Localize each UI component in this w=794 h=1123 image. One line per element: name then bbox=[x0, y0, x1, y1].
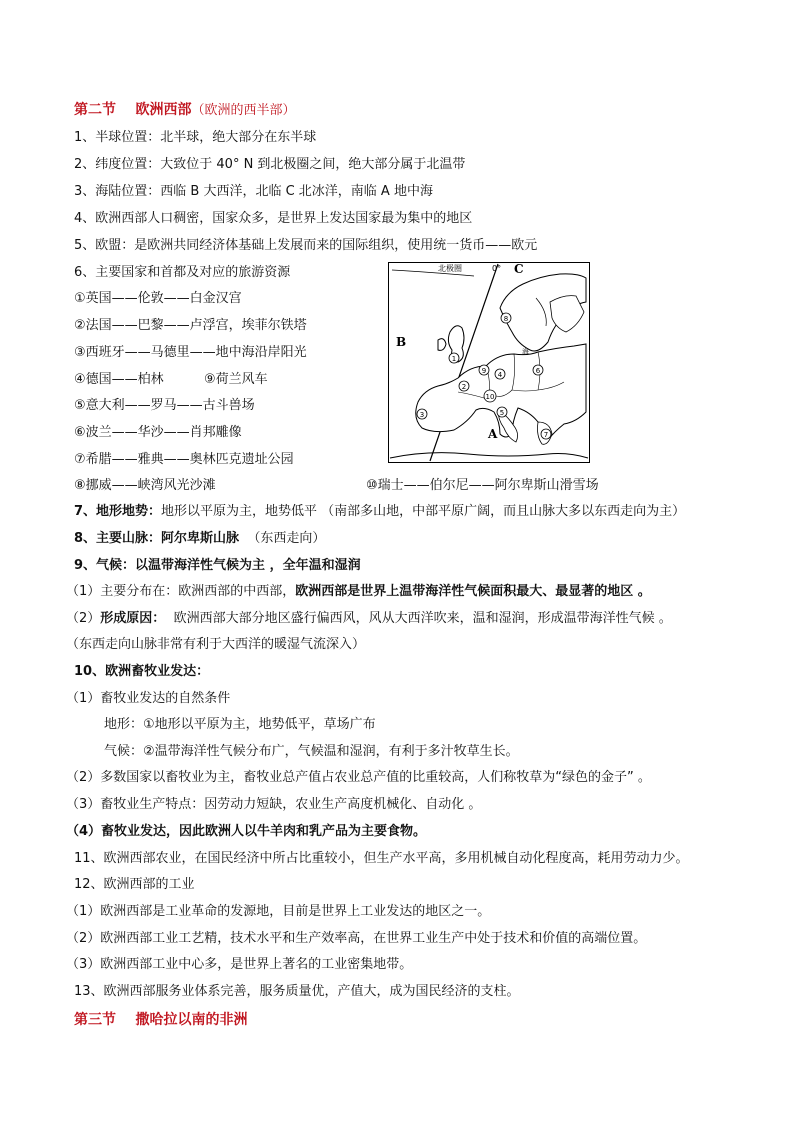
country-netherlands: ⑨荷兰风车 bbox=[204, 372, 268, 387]
label-c: C bbox=[514, 262, 524, 276]
sea-label: 海 bbox=[522, 348, 529, 356]
mountains-label: 8、主要山脉：阿尔卑斯山脉 bbox=[74, 531, 240, 546]
climate-cause-text: 欧洲西部大部分地区盛行偏西风，风从大西洋吹来，温和湿润，形成温带海洋性气候 。 bbox=[173, 611, 672, 626]
country-greece: ⑦希腊——雅典——奥林匹克遗址公园 bbox=[74, 452, 294, 467]
section-subtitle: （欧洲的西半部） bbox=[191, 103, 296, 118]
label-b: B bbox=[396, 335, 407, 349]
arctic-circle-label: 北极圈 bbox=[438, 264, 462, 273]
line-livestock: 10、欧洲畜牧业发达： bbox=[74, 664, 210, 679]
country-spain: ③西班牙——马德里——地中海沿岸阳光 bbox=[74, 345, 307, 360]
country-france: ②法国——巴黎——卢浮宫，埃菲尔铁塔 bbox=[74, 318, 307, 333]
map-marker-1: 1 bbox=[451, 355, 457, 363]
map-marker-4: 4 bbox=[497, 371, 503, 379]
line-population: 4、欧洲西部人口稠密，国家众多，是世界上发达国家最为集中的地区 bbox=[74, 211, 473, 226]
country-norway: ⑧挪威——峡湾风光沙滩 bbox=[74, 478, 216, 493]
label-a: A bbox=[488, 427, 498, 441]
country-italy: ⑤意大利——罗马——古斗兽场 bbox=[74, 398, 255, 413]
terrain-label: 7、地形地势： bbox=[74, 504, 162, 519]
map-marker-6: 6 bbox=[535, 367, 541, 375]
line-sea-land: 3、海陆位置：西临 B 大西洋，北临 C 北冰洋，南临 A 地中海 bbox=[74, 184, 433, 199]
climate-cause-num: （2） bbox=[66, 611, 101, 626]
climate-distribution-text: （1）主要分布在：欧洲西部的中西部， bbox=[66, 584, 296, 599]
terrain-text: 地形以平原为主，地势低平 （南部多山地，中部平原广阔，而且山脉大多以东西走向为主） bbox=[161, 504, 686, 519]
map-marker-8: 8 bbox=[503, 315, 509, 323]
livestock-terrain: 地形：①地形以平原为主，地势低平，草场广布 bbox=[104, 717, 376, 732]
line-latitude: 2、纬度位置：大致位于 40° N 到北极圈之间，绝大部分属于北温带 bbox=[74, 157, 466, 172]
line-climate: 9、气候：以温带海洋性气候为主 ，全年温和湿润 bbox=[74, 558, 361, 573]
country-switzerland: ⑩瑞士——伯尔尼——阿尔卑斯山滑雪场 bbox=[366, 478, 599, 493]
climate-cause bbox=[66, 610, 672, 628]
climate-cause-label: 形成原因： bbox=[100, 611, 166, 626]
livestock-features: （3）畜牧业生产特点：因劳动力短缺，农业生产高度机械化、自动化 。 bbox=[66, 797, 482, 812]
livestock-share: （2）多数国家以畜牧业为主，畜牧业总产值占农业总产值的比重较高，人们称牧草为“绿色的金子” 。 bbox=[66, 770, 651, 785]
section3-title: 撒哈拉以南的非洲 bbox=[135, 1012, 248, 1028]
country-germany: ④德国——柏林 bbox=[74, 372, 164, 387]
industry-origin: （1）欧洲西部是工业革命的发源地，目前是世界上工业发达的地区之一。 bbox=[66, 904, 491, 919]
map-marker-3: 3 bbox=[419, 411, 425, 419]
climate-cause-note: （东西走向山脉非常有利于大西洋的暖湿气流深入） bbox=[66, 637, 366, 652]
line-services: 13、欧洲西部服务业体系完善，服务质量优，产值大，成为国民经济的支柱。 bbox=[74, 984, 520, 999]
section-heading-2 bbox=[74, 99, 296, 119]
section3-number: 第三节 bbox=[74, 1012, 116, 1028]
country-poland: ⑥波兰——华沙——肖邦雕像 bbox=[74, 425, 242, 440]
livestock-diet: （4）畜牧业发达，因此欧洲人以牛羊肉和乳产品为主要食物。 bbox=[66, 824, 427, 839]
mountains-direction: （东西走向） bbox=[247, 531, 326, 546]
industry-centers: （3）欧洲西部工业中心多，是世界上著名的工业密集地带。 bbox=[66, 957, 413, 972]
industry-tech: （2）欧洲西部工业工艺精，技术水平和生产效率高，在世界工业生产中处于技术和价值的高端位置。 bbox=[66, 931, 647, 946]
map-marker-5: 5 bbox=[499, 409, 505, 417]
climate-distribution-emphasis: 欧洲西部是世界上温带海洋性气候面积最大、最显著的地区 。 bbox=[295, 584, 651, 599]
livestock-climate: 气候：②温带海洋性气候分布广，气候温和湿润，有利于多汁牧草生长。 bbox=[104, 744, 519, 759]
country-uk: ①英国——伦敦——白金汉宫 bbox=[74, 291, 242, 306]
line-countries-heading: 6、主要国家和首都及对应的旅游资源 bbox=[74, 265, 291, 280]
section-title: 欧洲西部 bbox=[135, 102, 192, 118]
line-agriculture: 11、欧洲西部农业，在国民经济中所占比重较小，但生产水平高，多用机械自动化程度高，耗用劳动力少。 bbox=[74, 851, 689, 866]
europe-map bbox=[388, 262, 590, 463]
line-eu: 5、欧盟：是欧洲共同经济体基础上发展而来的国际组织，使用统一货币——欧元 bbox=[74, 238, 538, 253]
livestock-conditions: （1）畜牧业发达的自然条件 bbox=[66, 691, 231, 706]
map-marker-9: 9 bbox=[481, 367, 487, 375]
map-marker-2: 2 bbox=[461, 383, 467, 391]
climate-distribution bbox=[66, 583, 651, 601]
map-marker-7: 7 bbox=[543, 431, 549, 439]
section-heading-3 bbox=[74, 1009, 248, 1029]
line-hemisphere: 1、半球位置：北半球，绝大部分在东半球 bbox=[74, 130, 317, 145]
map-marker-10: 10 bbox=[485, 393, 495, 401]
line-terrain bbox=[74, 503, 685, 521]
section-number: 第二节 bbox=[74, 102, 116, 118]
line-industry: 12、欧洲西部的工业 bbox=[74, 877, 195, 892]
line-mountains bbox=[74, 530, 325, 548]
meridian-label: 0° bbox=[492, 264, 502, 273]
